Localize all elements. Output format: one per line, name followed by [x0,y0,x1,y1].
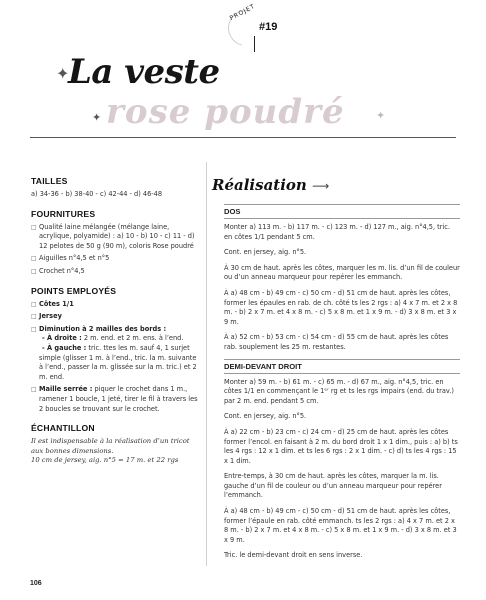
page-title-line2: rose poudré [106,92,345,132]
project-number: #19 [259,21,278,33]
points-section [31,286,199,415]
echantillon-heading: ÉCHANTILLON [31,423,95,434]
echantillon-gauge: 10 cm de jersey, aig. n°5 = 17 m. et 22 rgs [31,455,179,464]
title-rule [30,137,456,138]
column-divider [206,162,207,566]
sparkle-icon-small: ✦ [92,111,102,124]
tailles-heading: TAILLES [31,176,68,186]
points-list [31,300,199,415]
list-item: □ Crochet n°4,5 [31,267,199,277]
sparkle-icon-small: ✦ [376,109,386,122]
points-heading: POINTS EMPLOYÉS [31,285,117,296]
instruction-paragraph: Cont. en jersey, aig. n°5. [224,412,307,421]
demi-devant-heading: DEMI-DEVANT DROIT [224,359,460,374]
sparkle-icon: ✦ [56,64,70,83]
sub-instruction [39,344,197,381]
instruction-paragraph: Tric. le demi-devant droit en sens inverse. [224,551,363,560]
arrow-icon: ⟶ [312,179,330,193]
echantillon-section [31,423,199,465]
right-column [212,176,460,567]
sub-label: - À droite : [42,334,82,343]
sub-text: 2 m. end. et 2 m. ens. à l’end. [81,334,184,343]
point-name: Maille serrée : [39,385,93,394]
point-name: Côtes 1/1 [39,299,74,308]
sub-label: - À gauche : [42,343,87,352]
tailles-text: a) 34-36 - b) 38-40 - c) 42-44 - d) 46-48 [31,190,163,198]
instruction-paragraph: Monter a) 59 m. - b) 61 m. - c) 65 m. - d) 67 m., aig. n°4,5, tric. en côtes 1/1 en commençant le 1ᵉʳ rg et ts les rgs impairs (end. du trav.) par 2 m. end. pendant 5 cm. [224,377,454,405]
header-divider-line [254,36,255,52]
instruction-paragraph: À a) 22 cm - b) 23 cm - c) 24 cm - d) 25 cm de haut. après les côtes former l’encol. en faisant à 2 m. du bord droit 1 x 1 dim., puis : a) b) ts les 4 rgs : 12 x 1 dim. et ts les 6 rgs : 2 x 1 dim. - c) d) ts les 4 rgs : 15 x 1 dim. [224,427,458,465]
instruction-paragraph: Monter a) 113 m. - b) 117 m. - c) 123 m. - d) 127 m., aig. n°4,5, tric. en côtes 1/1 pendant 5 cm. [224,223,451,241]
instruction-paragraph: À 30 cm de haut. après les côtes, marquer les m. lis. d’un fil de couleur ou d’un anneau marqueur pour repérer les emmanch. [224,263,460,282]
sub-text: tric. ttes les m. sauf 4, 1 surjet simple (glisser 1 m. à l’end., tric. la m. suivante à l’end., passer la m. glissée sur la m. tric.) et 2 m. end. [39,343,197,381]
instruction-paragraph: À a) 48 cm - b) 49 cm - c) 50 cm - d) 51 cm de haut. après les côtes, former les épaules en rab. de ch. côté ts les 2 rgs : a) 4 x 7 m. et 2 x 8 m. - b) 2 x 7 m. et 4 x 8 m. - c) 5 x 8 m. et 1 x 9 m. - d) 3 x 8 m. et 3 x 9 m. [224,288,458,326]
left-column [31,176,199,474]
page-title-line1: La veste [68,52,220,92]
list-item [31,300,199,310]
instruction-paragraph: À a) 52 cm - b) 53 cm - c) 54 cm - d) 55 cm de haut. après les côtes rab. souplement les 25 m. restantes. [224,333,449,351]
point-name: Jersey [39,312,62,321]
instruction-paragraph: Entre-temps, à 30 cm de haut. après les côtes, marquer la m. lis. gauche d’un fil de couleur ou d’un anneau marqueur pour repérer l’emmanch. [224,472,442,500]
list-item: □ Aiguilles n°4,5 et n°5 [31,254,199,264]
instruction-paragraph: À a) 48 cm - b) 49 cm - c) 50 cm - d) 51 cm de haut. après les côtes, former l’épaule en rab. côté emmanch. ts les 2 rgs : a) 4 x 7 m. et 2 x 8 m. - b) 2 x 7 m. et 4 x 8 m. - c) 5 x 8 m. et 1 x 9 m. - d) 3 x 8 m. et 3 x 9 m. [224,507,457,544]
tailles-section [31,176,199,200]
instruction-paragraph: Cont. en jersey, aig. n°5. [224,248,307,257]
list-item [31,385,199,414]
fournitures-section [31,209,199,277]
list-item [31,325,199,383]
sub-instruction [39,334,183,342]
fournitures-list [31,223,199,277]
dos-heading: DOS [224,204,460,219]
echantillon-note: Il est indispensable à la réalisation d’un tricot aux bonnes dimensions. [31,437,190,455]
point-name: Diminution à 2 mailles des bords : [39,324,167,333]
project-label: PROJET [228,2,257,23]
list-item: □ Qualité laine mélangée (mélange laine, acrylique, polyamide) : a) 10 - b) 10 - c) 11 - d) 12 pelotes de 50 g (90 m), coloris Rose poudré [31,223,199,252]
fournitures-heading: FOURNITURES [31,208,96,219]
realisation-heading [212,176,460,194]
point-text: piquer le crochet dans 1 m., ramener 1 boucle, 1 jeté, tirer le fil à travers les 2 boucles se trouvant sur le crochet. [39,385,198,413]
page-number: 106 [30,580,42,587]
realisation-title: Réalisation [212,176,307,194]
list-item [31,312,199,322]
